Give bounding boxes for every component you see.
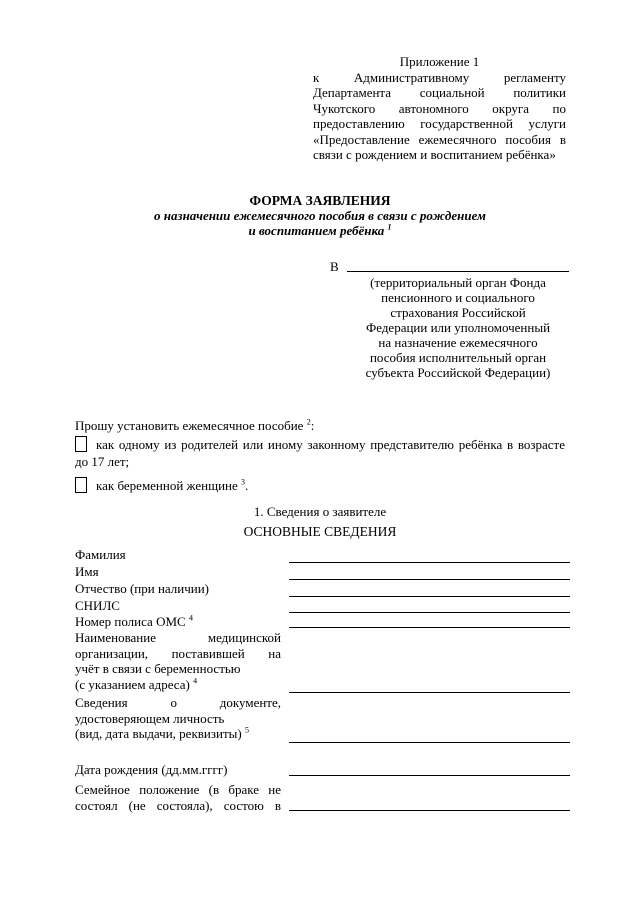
- appendix-block: [313, 54, 566, 163]
- request-text: Прошу установить ежемесячное пособие $^2$:: [75, 417, 315, 433]
- appendix-line: «Предоставление ежемесячного пособия в: [313, 131, 566, 147]
- field-input-name[interactable]: [289, 579, 570, 580]
- addressee-fill-line: [347, 271, 569, 272]
- field-input-marital-status[interactable]: [289, 810, 570, 811]
- option-parent: [75, 436, 565, 470]
- appendix-line: к Административному регламенту: [313, 69, 566, 85]
- form-title: [75, 193, 565, 238]
- appendix-line: связи с рождением и воспитанием ребёнка»: [313, 147, 556, 162]
- appendix-line: Департамента социальной политики: [313, 85, 566, 100]
- field-input-oms[interactable]: [289, 627, 570, 628]
- field-input-birth-date[interactable]: [289, 775, 570, 776]
- footnote-marker: 1: [387, 222, 392, 232]
- field-input-snils[interactable]: [289, 612, 570, 613]
- appendix-title: Приложение 1: [399, 54, 480, 69]
- field-label-medical-org: Наименование медицинской организации, поставившей на учёт в связи с беременностью (с указанием адреса) $^4$: [75, 630, 281, 692]
- field-label-oms: Номер полиса ОМС $^4$: [75, 613, 193, 629]
- footnote-marker: 2: [306, 417, 311, 427]
- field-input-surname[interactable]: [289, 562, 570, 563]
- field-label-name: Имя: [75, 564, 99, 579]
- form-title-main: ФОРМА ЗАЯВЛЕНИЯ: [249, 193, 391, 208]
- option-pregnant-label: как беременной женщине: [96, 478, 238, 493]
- field-label-marital-status: Семейное положение (в браке не состоял (не состояла), состою в: [75, 782, 281, 813]
- form-title-subtitle: о назначении ежемесячного пособия в связи с рождением: [154, 208, 486, 223]
- footnote-marker: 4: [193, 676, 198, 686]
- form-title-subtitle-end: и воспитанием ребёнка $^1$: [248, 222, 392, 238]
- option-parent-label: как одному из родителей или иному законному представителю ребёнка в возрасте до 17 лет;: [75, 437, 565, 469]
- field-label-surname: Фамилия: [75, 547, 126, 562]
- field-input-medical-org[interactable]: [289, 692, 570, 693]
- appendix-line: предоставлению государственной услуги: [313, 116, 566, 131]
- footnote-marker: 3: [241, 477, 246, 487]
- footnote-marker: 5: [244, 725, 249, 735]
- field-label-patronymic: Отчество (при наличии): [75, 581, 210, 596]
- field-input-patronymic[interactable]: [289, 596, 570, 597]
- checkbox-parent[interactable]: [75, 436, 87, 452]
- checkbox-pregnant[interactable]: [75, 477, 87, 493]
- section-subtitle: ОСНОВНЫЕ СВЕДЕНИЯ: [243, 524, 397, 539]
- footnote-marker: 4: [188, 613, 193, 623]
- addressee-hint: (территориальный орган Фонда пенсионного и социального страхования Российской Федерации или уполномоченный на назначение ежемесячного пособия исполнительный орган субъекта Российской Федерации): [365, 275, 551, 380]
- option-pregnant: как беременной женщине $^3$.: [75, 477, 248, 494]
- field-label-identity-doc: Сведения о документе, удостоверяющем личность (вид, дата выдачи, реквизиты) $^5$: [75, 695, 281, 741]
- field-label-snils: СНИЛС: [75, 598, 120, 613]
- addressee-prefix: В: [330, 259, 339, 274]
- section-title: 1. Сведения о заявителе: [253, 504, 387, 519]
- appendix-line: Чукотского автономного округа по: [313, 100, 566, 116]
- field-label-birth-date: Дата рождения (дд.мм.гггг): [75, 762, 228, 777]
- field-input-identity-doc[interactable]: [289, 742, 570, 743]
